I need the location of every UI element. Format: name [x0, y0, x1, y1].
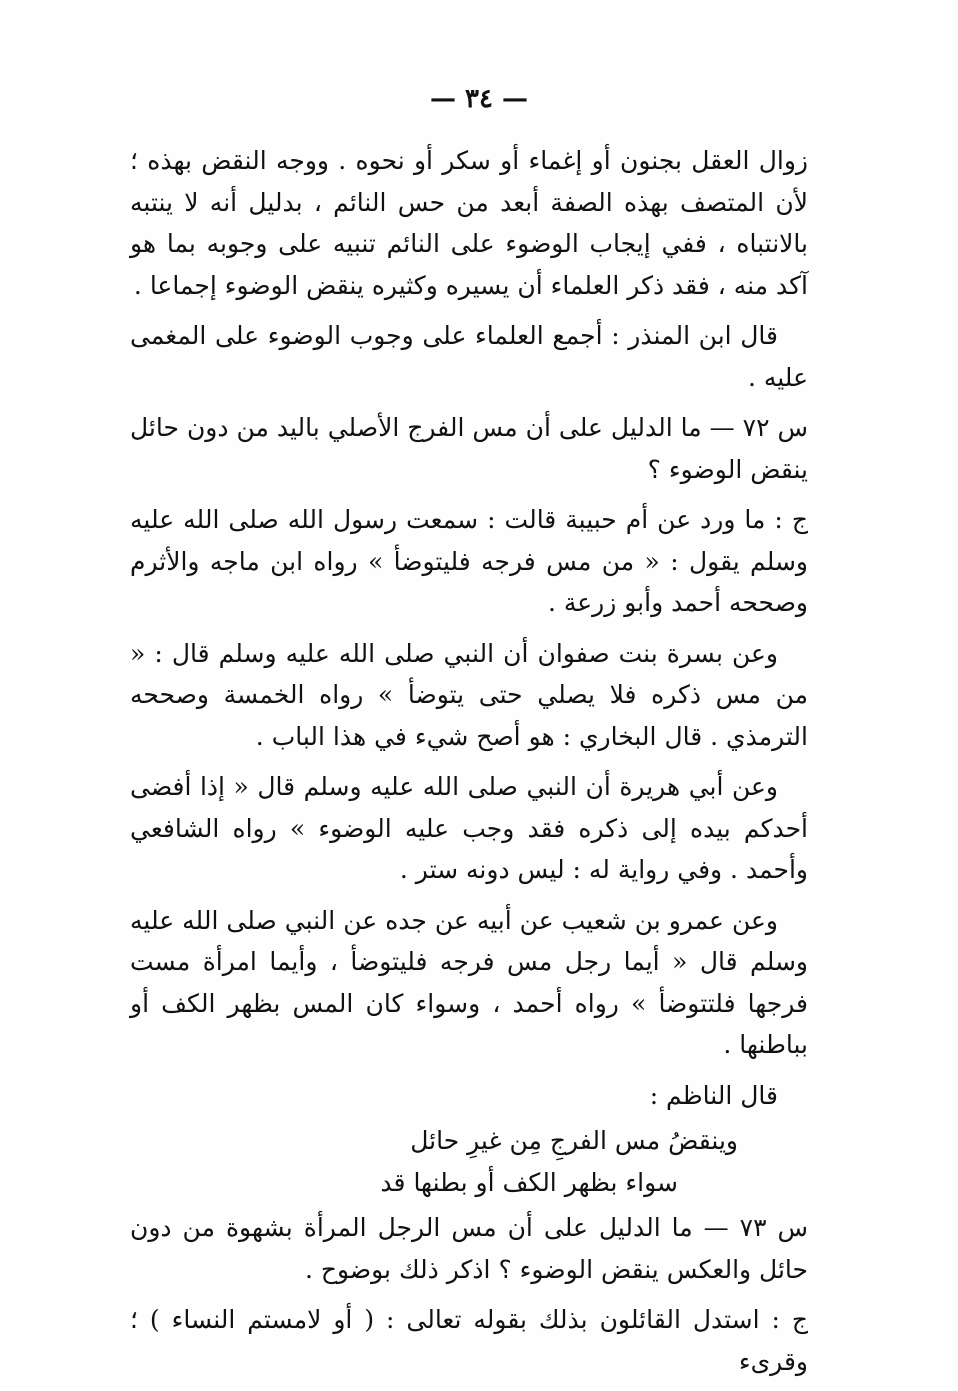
answer-72: ج : ما ورد عن أم حبيبة قالت : سمعت رسول الله صلى الله عليه وسلم يقول : « من مس فرجه فليتوضأ » رواه ابن ماجه والأثرم وصححه أحمد وأبو زرعة . — [130, 505, 808, 617]
verse-line-2: سواء بظهر الكف أو بطنها قد — [380, 1167, 678, 1197]
page-number: — ٣٤ — — [429, 84, 529, 114]
body-text — [130, 140, 808, 1391]
paragraph-abu-hurayra: وعن أبي هريرة أن النبي صلى الله عليه وسلم قال « إذا أفضى أحدكم بيده إلى ذكره فقد وجب عليه الوضوء » رواه الشافعي وأحمد . وفي رواية له : ليس دونه ستر . — [130, 772, 808, 884]
answer-73: ج : استدل القائلون بذلك بقوله تعالى : ( أو لامستم النساء ) ؛ وقرىء — [130, 1305, 808, 1376]
paragraph-amr-ibn-shuayb: وعن عمرو بن شعيب عن أبيه عن جده عن النبي صلى الله عليه وسلم قال « أيما رجل مس فرجه فليتوضأ ، وأيما امرأة مست فرجها فلتتوضأ » رواه أحمد ، وسواء كان المس بظهر الكف أو بباطنها . — [130, 905, 808, 1059]
question-72: س ٧٢ — ما الدليل على أن مس الفرج الأصلي باليد من دون حائل ينقض الوضوء ؟ — [130, 413, 808, 484]
poet-intro: قال الناظم : — [649, 1080, 778, 1110]
verse-line-1: وينقضُ مس الفرجِ مِن غيرِ حائل — [410, 1126, 738, 1155]
paragraph-zawal-aql: زوال العقل بجنون أو إغماء أو سكر أو نحوه . ووجه النقض بهذه ؛ لأن المتصف بهذه الصفة أبعد من حس النائم ، بدليل أنه لا ينتبه بالانتباه ، ففي إيجاب الوضوء على النائم تنبيه على وجوبه بما هو آكد منه ، فقد ذكر العلماء أن يسيره وكثيره ينقض الوضوء إجماعا . — [130, 146, 808, 300]
paragraph-ibn-almundhir: قال ابن المنذر : أجمع العلماء على وجوب الوضوء على المغمى عليه . — [130, 321, 808, 392]
question-73: س ٧٣ — ما الدليل على أن مس الرجل المرأة بشهوة من دون حائل والعكس ينقض الوضوء ؟ اذكر ذلك بوضوح . — [130, 1213, 809, 1284]
paragraph-busra: وعن بسرة بنت صفوان أن النبي صلى الله عليه وسلم قال : « من مس ذكره فلا يصلي حتى يتوضأ » رواه الخمسة وصححه الترمذي . قال البخاري : هو أصح شيء في هذا الباب . — [130, 638, 808, 751]
